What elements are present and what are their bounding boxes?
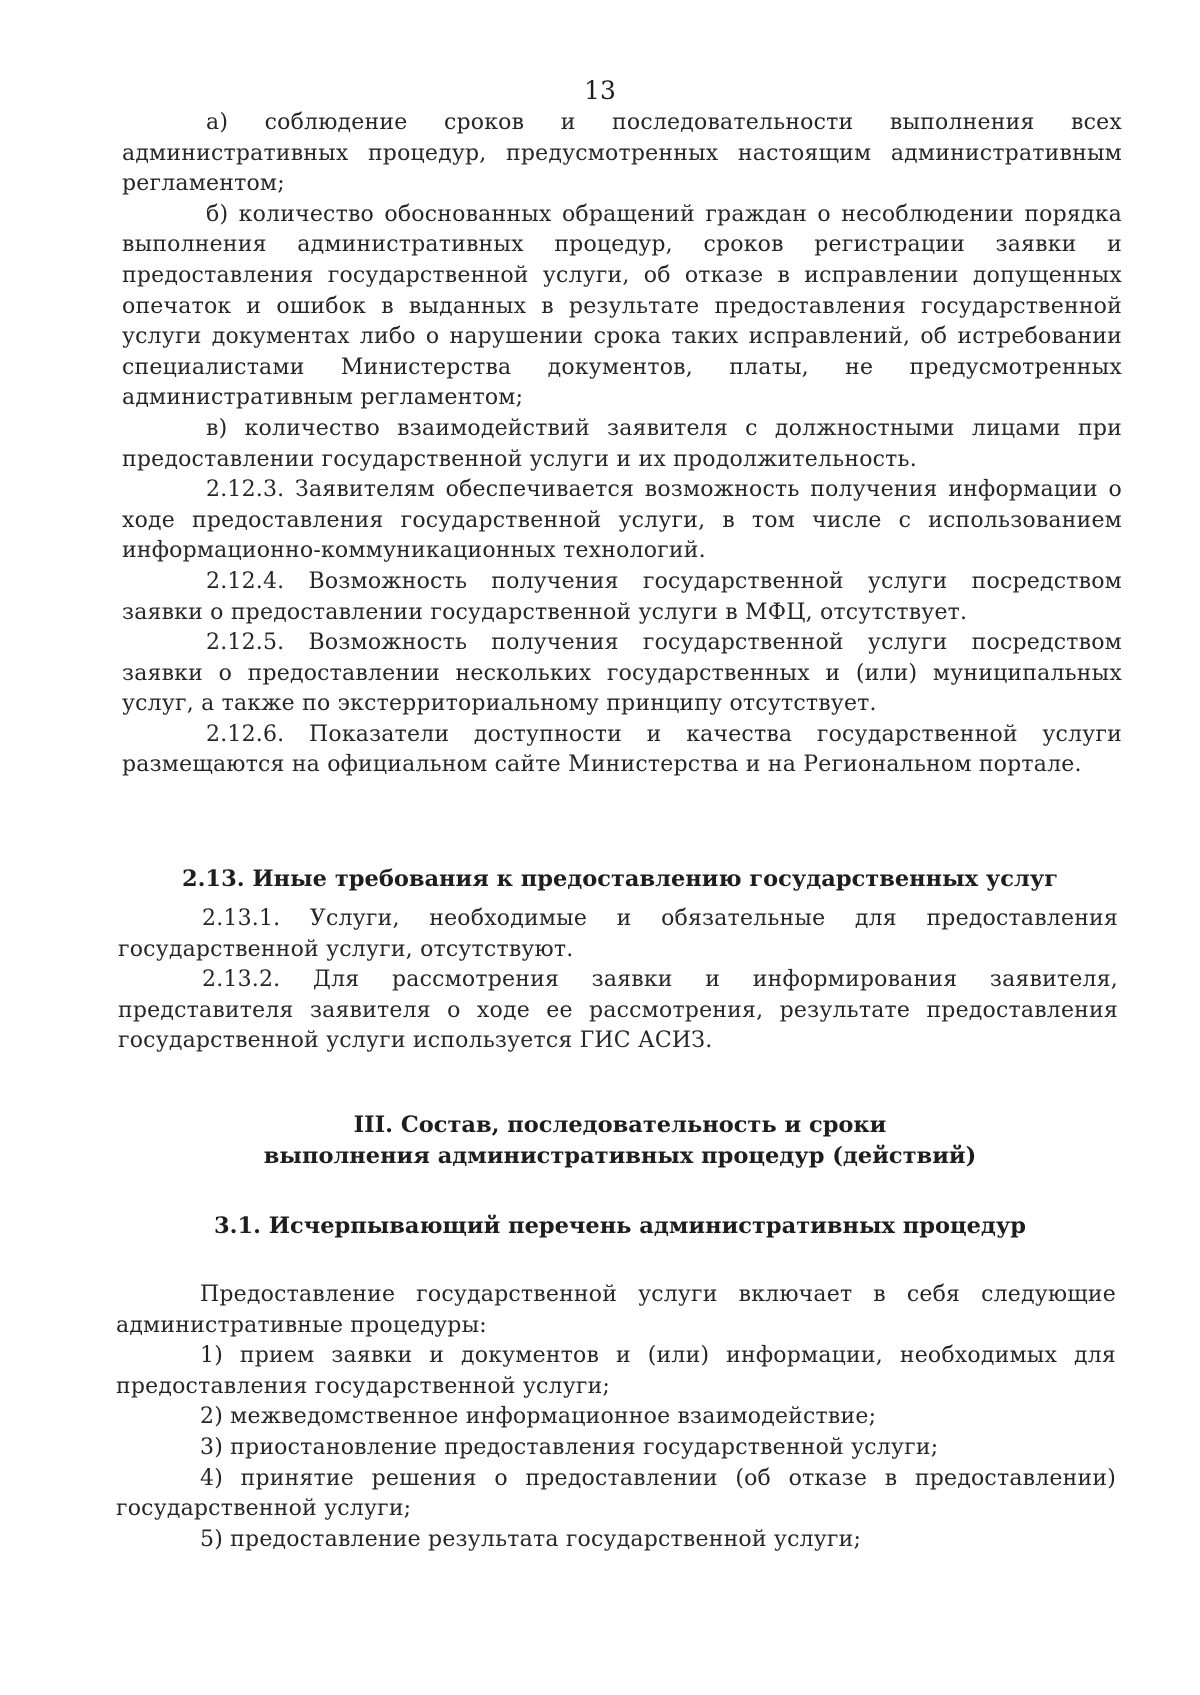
section-3-1-body	[116, 1280, 1116, 1555]
paragraph-2-12-5: 2.12.5. Возможность получения государственной услуги посредством заявки о предоставлении нескольких государственных и (или) муниципальных услуг, а также по экстерриториальному принципу отсутствует.	[122, 630, 1122, 717]
section-2-13-body	[118, 904, 1118, 1057]
list-item-4: 4) принятие решения о предоставлении (об отказе в предоставлении) государственной услуги;	[116, 1465, 1116, 1522]
paragraph-2-13-1: 2.13.1. Услуги, необходимые и обязательные для предоставления государственной услуги, отсутствуют.	[118, 906, 1118, 962]
chapter-3-heading	[120, 1110, 1120, 1172]
paragraph-b: б) количество обоснованных обращений граждан о несоблюдении порядка выполнения административных процедур, сроков регистрации заявки и предоставления государственной услуги, об отказе в исправлении допущенных опечаток и ошибок в выданных в результате предоставления государственной услуги документах либо о нарушении срока таких исправлений, об истребовании специалистами Министерства документов, платы, не предусмотренных административным регламентом;	[122, 201, 1122, 411]
paragraph-3-1-intro: Предоставление государственной услуги включает в себя следующие административные процедуры:	[116, 1282, 1116, 1338]
section-2-13-heading: 2.13. Иные требования к предоставлению государственных услуг	[181, 866, 1059, 892]
list-item-5: 5) предоставление результата государственной услуги;	[200, 1526, 862, 1552]
list-item-2: 2) межведомственное информационное взаимодействие;	[200, 1404, 877, 1430]
paragraph-2-12-3: 2.12.3. Заявителям обеспечивается возможность получения информации о ходе предоставления государственной услуги, в том числе с использованием информационно-коммуникационных технологий.	[122, 477, 1122, 564]
list-item-3: 3) приостановление предоставления государственной услуги;	[200, 1434, 939, 1460]
section-3-1-heading: 3.1. Исчерпывающий перечень административных процедур	[213, 1213, 1027, 1239]
chapter-3-heading-line1: III. Состав, последовательность и сроки	[353, 1112, 887, 1138]
chapter-3-heading-line2: выполнения административных процедур (действий)	[263, 1143, 977, 1169]
paragraph-a: а) соблюдение сроков и последовательности выполнения всех административных процедур, предусмотренных настоящим административным регламентом;	[122, 110, 1122, 197]
section-2-12-body	[122, 108, 1122, 781]
paragraph-2-12-4: 2.12.4. Возможность получения государственной услуги посредством заявки о предоставлении государственной услуги в МФЦ, отсутствует.	[122, 568, 1122, 625]
paragraph-2-12-6: 2.12.6. Показатели доступности и качества государственной услуги размещаются на официальном сайте Министерства и на Региональном портале.	[122, 721, 1122, 778]
list-item-1: 1) прием заявки и документов и (или) информации, необходимых для предоставления государственной услуги;	[116, 1343, 1116, 1399]
paragraph-2-13-2: 2.13.2. Для рассмотрения заявки и информирования заявителя, представителя заявителя о ходе ее рассмотрения, результате предоставления государственной услуги используется ГИС АСИЗ.	[118, 967, 1118, 1054]
paragraph-v: в) количество взаимодействий заявителя с должностными лицами при предоставлении государственной услуги и их продолжительность.	[122, 415, 1122, 472]
page-number: 13	[584, 76, 616, 105]
